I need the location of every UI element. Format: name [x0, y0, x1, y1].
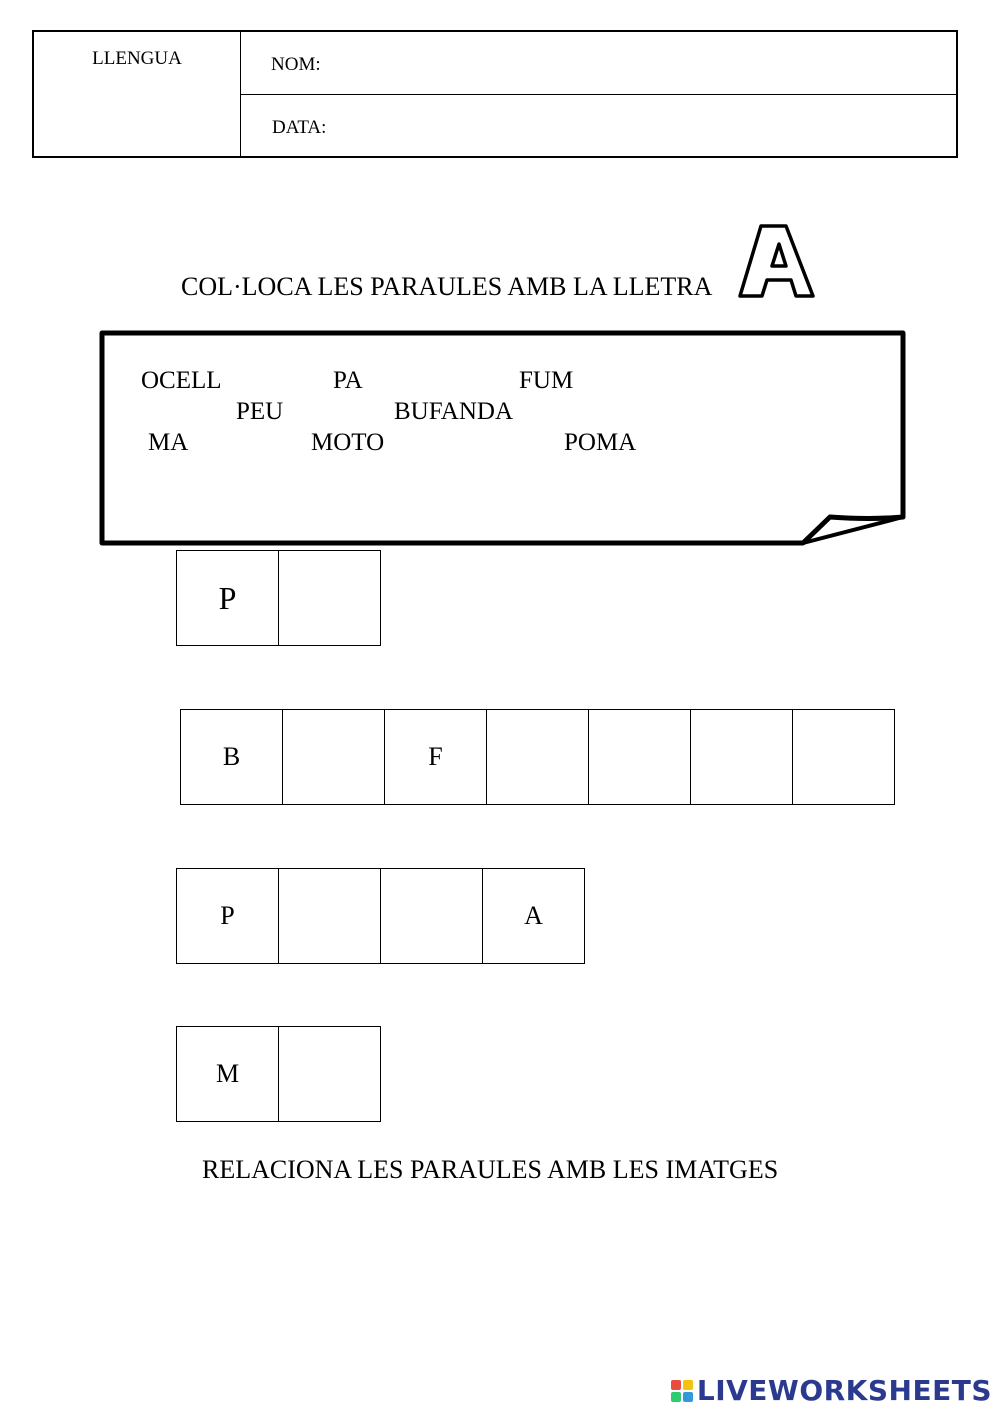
- word-bank-item: BUFANDA: [394, 398, 513, 425]
- name-label: NOM:: [271, 54, 321, 75]
- liveworksheets-brand: [671, 1374, 992, 1407]
- letter-input-cell[interactable]: [691, 710, 793, 805]
- letter-cell: M: [177, 1027, 279, 1122]
- liveworksheets-logo-icon: [671, 1380, 693, 1402]
- letter-input-cell[interactable]: [793, 710, 895, 805]
- letter-cell: A: [483, 869, 585, 964]
- word-bank-item: OCELL: [141, 367, 222, 394]
- brand-text: LIVEWORKSHEETS: [696, 1374, 992, 1407]
- letter-input-cell[interactable]: [283, 710, 385, 805]
- letter-input-cell[interactable]: [487, 710, 589, 805]
- letter-grid-4: [176, 1026, 381, 1122]
- logo-square: [671, 1392, 681, 1402]
- word-bank-item: PEU: [236, 398, 284, 425]
- word-bank-item: PA: [333, 367, 363, 394]
- word-bank-frame: [0, 0, 1000, 560]
- letter-input-cell[interactable]: [381, 869, 483, 964]
- letter-input-cell[interactable]: [589, 710, 691, 805]
- letter-cell: P: [177, 869, 279, 964]
- date-label: DATA:: [272, 117, 327, 138]
- exercise1-instruction: COL·LOCA LES PARAULES AMB LA LLETRA: [181, 272, 713, 301]
- logo-square: [683, 1392, 693, 1402]
- word-bank-item: FUM: [519, 367, 574, 394]
- word-bank-item: MA: [148, 429, 189, 456]
- letter-input-cell[interactable]: [279, 551, 381, 646]
- letter-input-cell[interactable]: [279, 869, 381, 964]
- letter-grid-3: [176, 868, 585, 964]
- exercise2-instruction: RELACIONA LES PARAULES AMB LES IMATGES: [202, 1155, 779, 1184]
- logo-square: [671, 1380, 681, 1390]
- word-bank-item: POMA: [564, 429, 637, 456]
- subject-label: LLENGUA: [92, 48, 182, 69]
- letter-grid-1: [176, 550, 381, 646]
- letter-cell: B: [181, 710, 283, 805]
- letter-grid-2: [180, 709, 895, 805]
- letter-cell: F: [385, 710, 487, 805]
- letter-cell: P: [177, 551, 279, 646]
- logo-square: [683, 1380, 693, 1390]
- word-bank-item: MOTO: [311, 429, 385, 456]
- letter-input-cell[interactable]: [279, 1027, 381, 1122]
